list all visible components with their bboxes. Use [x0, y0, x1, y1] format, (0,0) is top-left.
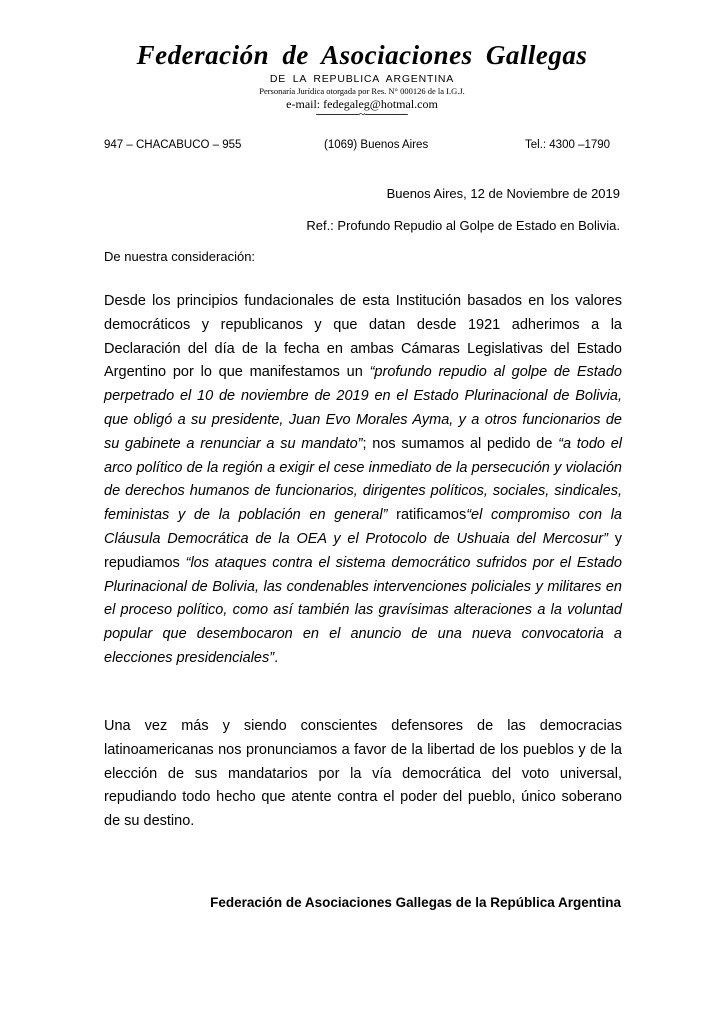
paragraph-1-text-4: y repudiamos: [104, 530, 622, 571]
letterhead-ornament: ─────~─────: [316, 107, 408, 121]
body-paragraph-1: [104, 290, 622, 671]
paragraph-1-quote-1: “profundo repudio al golpe de Estado perpetrado el 10 de noviembre de 2019 en el Estado Plurinacional de Bolivia, que obligó a su presidente, Juan Evo Morales Ayma, y a otros funcionarios de su gabinete a renunciar a su mandato”: [104, 364, 622, 452]
letterhead-personeria: Personaría Jurídica otorgada por Res. N° 000126 de la I.G.J.: [259, 86, 465, 96]
paragraph-1-text-3: ratificamos: [387, 507, 467, 524]
letter-date: Buenos Aires, 12 de Noviembre de 2019: [386, 186, 620, 201]
paragraph-1-quote-2: “a todo el arco político de la región a exigir el cese inmediato de la persecución y violación de derechos humanos de funcionarios, dirigentes políticos, sociales, sindicales, feministas y de la población en general”: [104, 435, 622, 524]
letterhead-subtitle: DE LA REPUBLICA ARGENTINA: [269, 73, 455, 85]
address-city: (1069) Buenos Aires: [324, 139, 429, 151]
paragraph-1-quote-4: “los ataques contra el sistema democrático sufridos por el Estado Plurinacional de Bolivia, las condenables intervenciones policiales y militares en el proceso político, como así también las gravísimas alteraciones a la voluntad popular que desembocaron en el anuncio de una nueva convocatoria a elecciones presidenciales”: [104, 554, 622, 666]
letter-reference: Ref.: Profundo Repudio al Golpe de Estado en Bolivia.: [306, 218, 620, 233]
paragraph-1-quote-3: “el compromiso con la Cláusula Democrática de la OEA y el Protocolo de Ushuaia del Mercosur”: [104, 507, 623, 547]
letter-salutation: De nuestra consideración:: [104, 249, 256, 264]
paragraph-1-text-1: Desde los principios fundacionales de esta Institución basados en los valores democráticos y republicanos y que datan desde 1921 adherimos a la Declaración del día de la fecha en ambas Cámaras Legislativas del Estado Argentino por lo que manifestamos un: [104, 293, 622, 381]
paragraph-1-text-5: .: [274, 649, 279, 666]
body-paragraph-2: Una vez más y siendo conscientes defensores de las democracias latinoamericanas nos pronunciamos a favor de la libertad de los pueblos y de la elección de sus mandatarios por la vía democrática del voto universal, repudiando todo hecho que atente contra el poder del pueblo, único soberano de su destino.: [104, 718, 622, 830]
letterhead-title: Federación de Asociaciones Gallegas: [136, 40, 588, 70]
letterhead-email: e-mail: fedegaleg@hotmal.com: [286, 97, 438, 111]
address-phone: Tel.: 4300 –1790: [525, 139, 611, 151]
signature: Federación de Asociaciones Gallegas de la República Argentina: [210, 895, 621, 910]
address-street: 947 – CHACABUCO – 955: [104, 139, 242, 151]
paragraph-1-text-2: ; nos sumamos al pedido de: [362, 435, 559, 452]
